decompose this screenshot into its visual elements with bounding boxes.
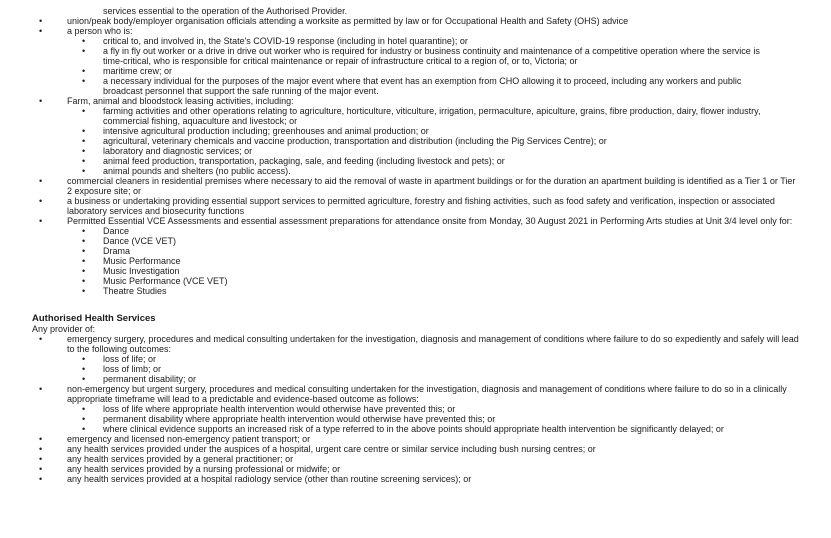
bullet-icon: • <box>39 16 43 26</box>
sub-list-item-text: Music Performance <box>103 256 181 266</box>
sub-list-item-text: permanent disability; or <box>103 374 197 384</box>
bullet-icon: • <box>82 136 86 146</box>
list-item <box>0 474 831 484</box>
sub-list-item <box>0 156 801 166</box>
sub-list-item <box>0 266 801 276</box>
bullet-icon: • <box>82 236 86 246</box>
bullet-icon: • <box>82 354 86 364</box>
sub-list-item-text: where clinical evidence supports an increased risk of a type referred to in the above points should appropriate health intervention be significantly delayed; or <box>103 424 724 434</box>
bullet-icon: • <box>82 414 86 424</box>
bullet-icon: • <box>82 364 86 374</box>
sub-list-item <box>0 236 801 246</box>
sub-list-item <box>0 166 801 176</box>
sub-list <box>0 354 801 384</box>
list-item-text: emergency surgery, procedures and medical consulting undertaken for the investigation, diagnosis and management of conditions where failure to do so expediently and safely will lead to the following outcomes: <box>67 334 799 354</box>
sub-list-item-text: loss of life; or <box>103 354 157 364</box>
sub-list-item-text: critical to, and involved in, the State's COVID-19 response (including in hotel quarantine); or <box>103 36 468 46</box>
sub-list-item <box>0 246 801 256</box>
bullet-icon: • <box>39 384 43 394</box>
sub-list <box>0 226 801 296</box>
list-item-text: Permitted Essential VCE Assessments and essential assessment preparations for attendance onsite from Monday, 30 August 2021 in Performing Arts studies at Unit 3/4 level only for: <box>67 216 793 226</box>
bullet-icon: • <box>39 176 43 186</box>
bullet-icon: • <box>82 374 86 384</box>
bullet-icon: • <box>82 146 86 156</box>
sub-list-item-text: Music Investigation <box>103 266 180 276</box>
sub-list-item <box>0 106 801 126</box>
sub-list-item <box>0 66 801 76</box>
sub-list-item <box>0 36 801 46</box>
sub-list-item <box>0 126 801 136</box>
sub-list-item-text: farming activities and other operations relating to agriculture, horticulture, viticulture, irrigation, permaculture, apiculture, grains, fibre production, dairy, flower industry, commercial fishing, aquaculture and livestock; or <box>103 106 761 126</box>
bullet-icon: • <box>82 36 86 46</box>
list-item <box>0 176 831 196</box>
sub-list-item-text: Theatre Studies <box>103 286 167 296</box>
sub-list-item-text: animal feed production, transportation, packaging, sale, and feeding (including livestock and pets); or <box>103 156 505 166</box>
sub-list-item-text: Dance (VCE VET) <box>103 236 177 246</box>
sub-list-item-text: maritime crew; or <box>103 66 173 76</box>
list-item <box>0 16 831 26</box>
section-subheading: Any provider of: <box>32 324 96 334</box>
bullet-icon: • <box>82 66 86 76</box>
bullet-icon: • <box>82 166 86 176</box>
list-item-text: a person who is: <box>67 26 133 36</box>
sub-list-item <box>0 354 801 364</box>
section-heading: Authorised Health Services <box>32 313 156 324</box>
bullet-icon: • <box>39 434 43 444</box>
bullet-icon: • <box>82 226 86 236</box>
sub-list-item-text: Drama <box>103 246 131 256</box>
sub-list <box>0 106 801 176</box>
bullet-icon: • <box>39 334 43 344</box>
list-item <box>0 216 831 296</box>
list-item <box>0 334 831 384</box>
sub-list-item <box>0 364 801 374</box>
bullet-icon: • <box>82 276 86 286</box>
list-item-text: any health services provided under the auspices of a hospital, urgent care centre or similar service including bush nursing centres; or <box>67 444 596 454</box>
sub-list-item <box>0 46 801 66</box>
section2-list <box>0 334 831 484</box>
bullet-icon: • <box>39 196 43 206</box>
list-item <box>0 444 831 454</box>
list-item-text: emergency and licensed non-emergency patient transport; or <box>67 434 311 444</box>
sub-list-item <box>0 404 801 414</box>
continuation-text: services essential to the operation of the Authorised Provider. <box>103 6 348 16</box>
list-item-text: any health services provided by a general practitioner; or <box>67 454 294 464</box>
bullet-icon: • <box>82 404 86 414</box>
bullet-icon: • <box>82 126 86 136</box>
sub-list-item <box>0 424 801 434</box>
list-item <box>0 26 831 96</box>
bullet-icon: • <box>39 444 43 454</box>
list-item-text: any health services provided at a hospital radiology service (other than routine screening services); or <box>67 474 472 484</box>
sub-list-item <box>0 276 801 286</box>
bullet-icon: • <box>39 474 43 484</box>
sub-list <box>0 36 801 96</box>
bullet-icon: • <box>39 464 43 474</box>
list-item <box>0 196 831 216</box>
sub-list-item-text: laboratory and diagnostic services; or <box>103 146 253 156</box>
list-item <box>0 384 831 434</box>
section1-list <box>0 16 831 296</box>
list-item-text: any health services provided by a nursing professional or midwife; or <box>67 464 341 474</box>
list-item-text: commercial cleaners in residential premises where necessary to aid the removal of waste in apartment buildings or for the duration an apartment building is identified as a Tier 1 or Tier 2 exposure site; or <box>67 176 796 196</box>
sub-list-item-text: animal pounds and shelters (no public access). <box>103 166 291 176</box>
bullet-icon: • <box>82 156 86 166</box>
list-item <box>0 96 831 176</box>
sub-list-item <box>0 286 801 296</box>
bullet-icon: • <box>82 266 86 276</box>
list-item-text: union/peak body/employer organisation officials attending a worksite as permitted by law or for Occupational Health and Safety (OHS) advice <box>67 16 629 26</box>
list-item-text: non-emergency but urgent surgery, procedures and medical consulting undertaken for the investigation, diagnosis and management of conditions where failure to do so in a clinically appropriate timeframe will lead to a predictable and evidence-based outcome as follows: <box>67 384 787 404</box>
sub-list-item-text: a fly in fly out worker or a drive in drive out worker who is required for industry or business continuity and maintenance of a competitive operation where the service is time-critical, who is responsible for critical maintenance or repair of infrastructure critical to a region of, or to, Victoria; or <box>103 46 760 66</box>
sub-list-item-text: a necessary individual for the purposes of the major event where that event has an exemption from CHO allowing it to proceed, including any workers and public broadcast personnel that support the safe running of the major event. <box>103 76 742 96</box>
sub-list-item <box>0 256 801 266</box>
sub-list-item <box>0 136 801 146</box>
sub-list-item-text: Dance <box>103 226 130 236</box>
list-item-text: a business or undertaking providing essential support services to permitted agriculture, forestry and fishing activities, such as food safety and verification, inspection or associated laboratory services and biosecurity functions <box>67 196 775 216</box>
bullet-icon: • <box>39 216 43 226</box>
sub-list-item <box>0 226 801 236</box>
sub-list-item-text: loss of life where appropriate health intervention would otherwise have prevented this; or <box>103 404 456 414</box>
bullet-icon: • <box>82 286 86 296</box>
bullet-icon: • <box>39 96 43 106</box>
list-item <box>0 464 831 474</box>
sub-list-item-text: loss of limb; or <box>103 364 162 374</box>
sub-list-item-text: Music Performance (VCE VET) <box>103 276 228 286</box>
bullet-icon: • <box>82 46 86 56</box>
sub-list-item <box>0 76 801 96</box>
sub-list-item-text: intensive agricultural production including; greenhouses and animal production; or <box>103 126 429 136</box>
list-item <box>0 434 831 444</box>
list-item-text: Farm, animal and bloodstock leasing activities, including: <box>67 96 294 106</box>
sub-list-item <box>0 146 801 156</box>
bullet-icon: • <box>82 424 86 434</box>
bullet-icon: • <box>82 76 86 86</box>
sub-list <box>0 404 801 434</box>
sub-list-item-text: agricultural, veterinary chemicals and vaccine production, transportation and distribution (including the Pig Services Centre); or <box>103 136 607 146</box>
bullet-icon: • <box>82 256 86 266</box>
sub-list-item-text: permanent disability where appropriate health intervention would otherwise have prevented this; or <box>103 414 496 424</box>
document-page <box>0 6 831 484</box>
bullet-icon: • <box>82 106 86 116</box>
bullet-icon: • <box>39 26 43 36</box>
list-item <box>0 454 831 464</box>
bullet-icon: • <box>82 246 86 256</box>
sub-list-item <box>0 414 801 424</box>
sub-list-item <box>0 374 801 384</box>
bullet-icon: • <box>39 454 43 464</box>
